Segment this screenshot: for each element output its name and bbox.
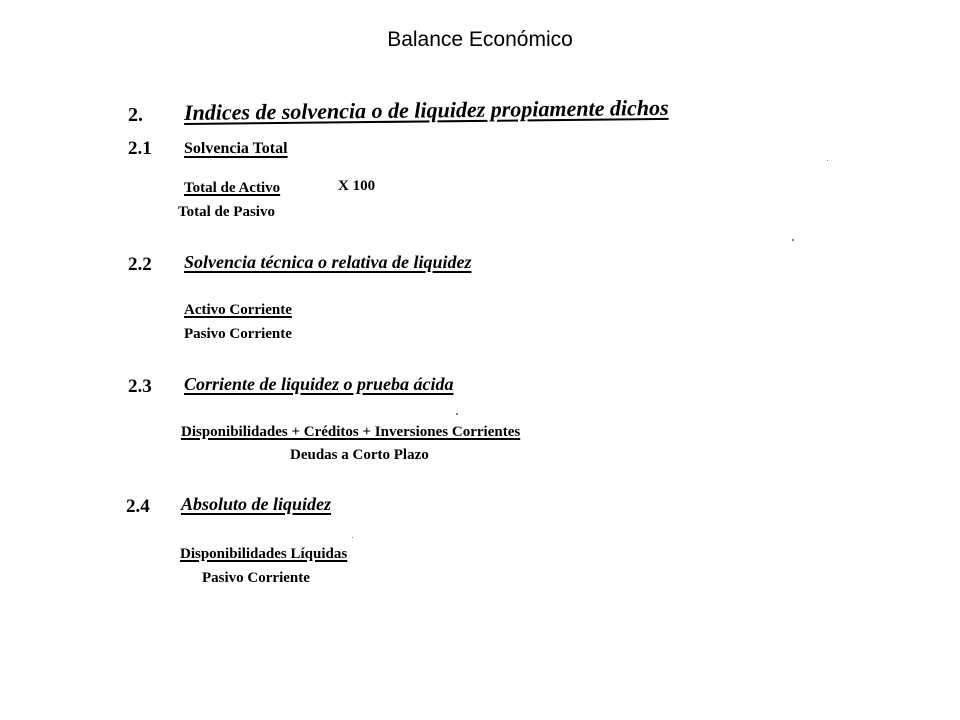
item-number-2-4: 2.4: [126, 496, 150, 517]
scan-speck: [456, 413, 458, 415]
section-number: 2.: [128, 104, 143, 126]
item-number-2-1: 2.1: [128, 138, 152, 159]
item-heading-2-1: Solvencia Total: [184, 140, 288, 157]
item-number-2-3: 2.3: [128, 376, 152, 397]
formula-numerator-2-1: Total de Activo: [184, 180, 281, 196]
item-number-2-2: 2.2: [128, 254, 152, 275]
formula-denominator-2-4: Pasivo Corriente: [202, 570, 310, 586]
formula-numerator-2-4: Disponibilidades Líquidas: [180, 546, 348, 562]
formula-denominator-2-2: Pasivo Corriente: [184, 326, 292, 342]
formula-numerator-2-2: Activo Corriente: [184, 302, 292, 318]
scan-speck: [352, 537, 353, 538]
formula-multiplier-2-1: X 100: [338, 178, 376, 194]
formula-denominator-2-3: Deudas a Corto Plazo: [290, 447, 429, 463]
formula-numerator-2-3: Disponibilidades + Créditos + Inversiones Corrientes: [181, 424, 521, 440]
formula-denominator-2-1: Total de Pasivo: [178, 204, 275, 220]
item-heading-2-4: Absoluto de liquidez: [181, 494, 332, 514]
item-heading-2-2: Solvencia técnica o relativa de liquidez: [184, 252, 472, 272]
item-heading-2-3: Corriente de liquidez o prueba ácida: [184, 374, 454, 394]
scan-speck: [827, 160, 828, 161]
section-heading: Indices de solvencia o de liquidez propiamente dichos: [183, 94, 669, 125]
scan-speck: [792, 239, 794, 241]
slide-title: Balance Económico: [387, 28, 573, 51]
